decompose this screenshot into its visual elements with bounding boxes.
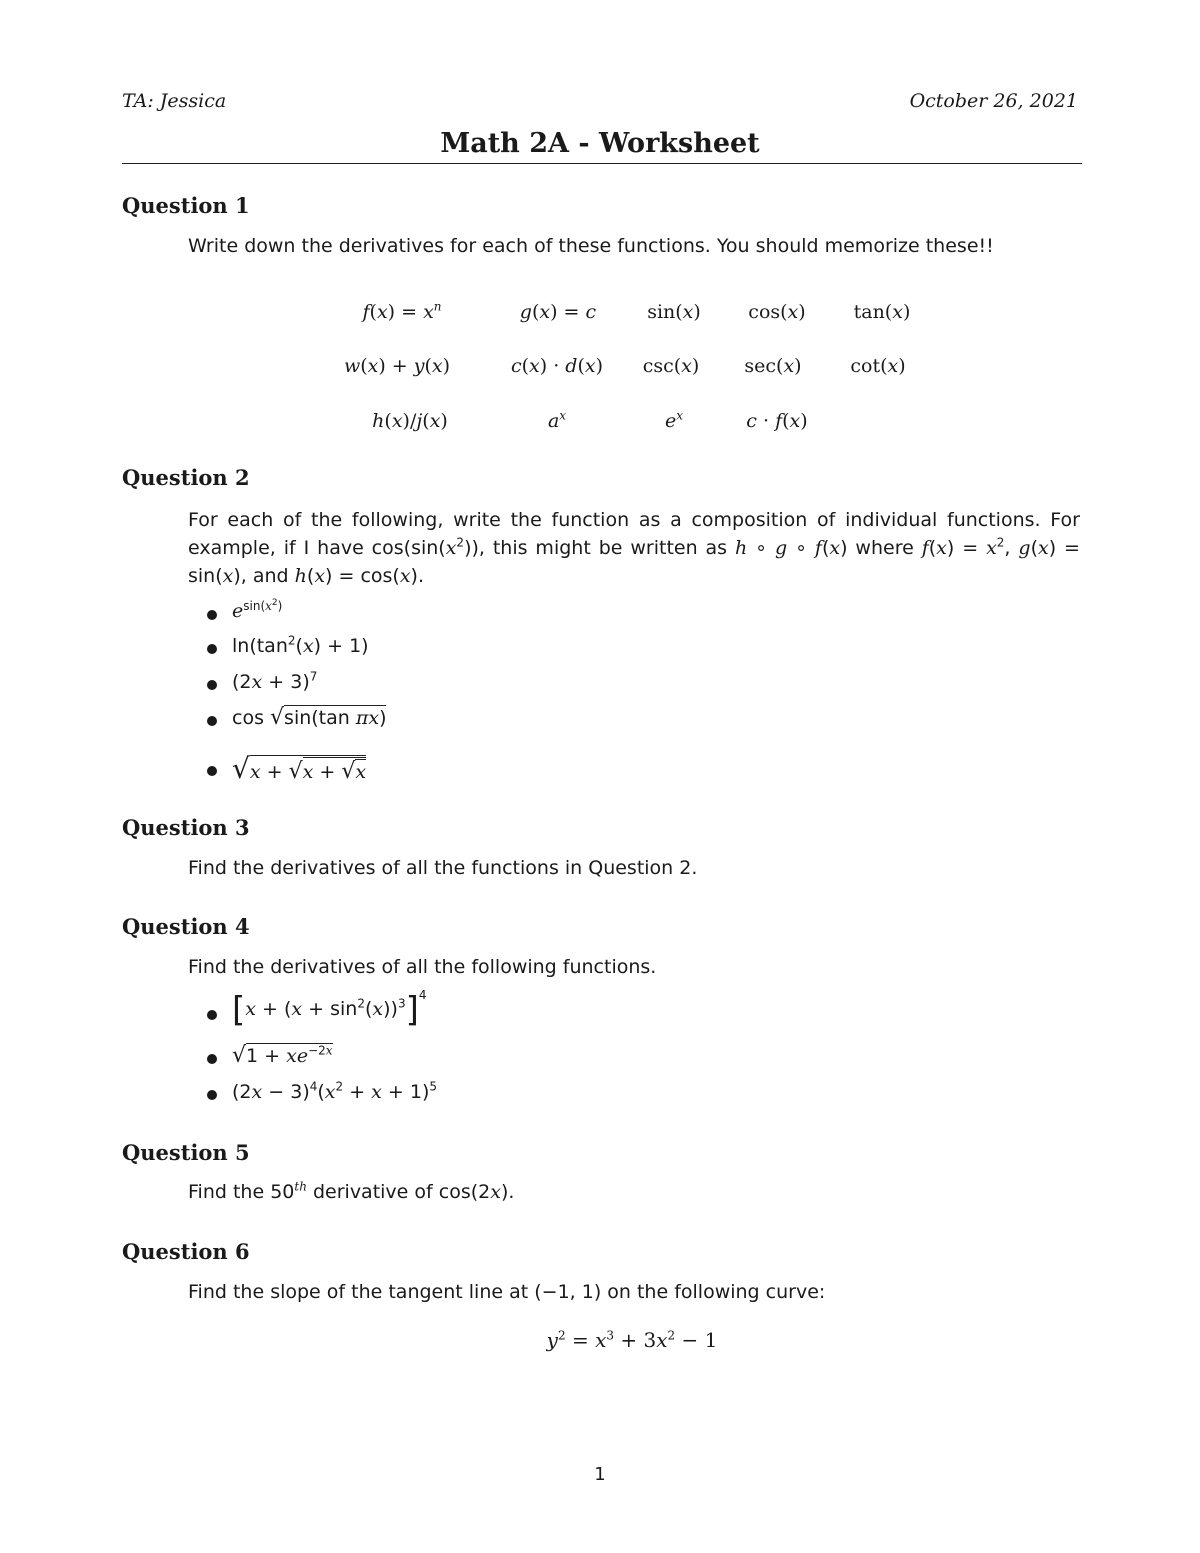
worksheet-date: October 26, 2021 xyxy=(909,90,1078,112)
bullet xyxy=(207,1054,217,1064)
q1-table-cell: $f(x) = x^n$ xyxy=(362,299,442,323)
question-1-heading: Question 1 xyxy=(122,193,250,218)
q1-table-cell: $a^x$ xyxy=(547,408,567,432)
bullet xyxy=(207,766,217,776)
question-2-heading: Question 2 xyxy=(122,465,250,490)
q1-table-cell: sin(x) xyxy=(647,301,701,323)
question-4-heading: Question 4 xyxy=(122,914,250,939)
question-5-heading: Question 5 xyxy=(122,1140,250,1165)
q1-table-cell: sec(x) xyxy=(744,355,802,377)
q1-table-cell: $e^x$ xyxy=(664,408,684,432)
q1-table-cell: cot(x) xyxy=(850,355,906,377)
list-item: $e^{sin(x^2)}$ xyxy=(232,597,283,622)
list-item: $(2x - 3)^4(x^2 + x + 1)^5$ xyxy=(232,1079,438,1103)
bullet xyxy=(207,716,217,726)
question-6-equation: $y^2 = x^3 + 3x^2 - 1$ xyxy=(546,1328,718,1352)
question-1-text: Write down the derivatives for each of these functions. You should memorize these!! xyxy=(188,235,994,257)
page-title: Math 2A - Worksheet xyxy=(440,128,760,159)
bullet xyxy=(207,610,217,620)
question-6-heading: Question 6 xyxy=(122,1239,250,1264)
q1-table-cell: csc(x) xyxy=(642,355,700,377)
question-6-text: Find the slope of the tangent line at (−1, 1) on the following curve: xyxy=(188,1281,826,1303)
q1-table-cell: cos(x) xyxy=(748,301,806,323)
list-item: $\ln(\tan^2(x) + 1)$ xyxy=(232,633,369,657)
q1-table-cell: c · f(x) xyxy=(746,410,808,432)
q1-table-cell: tan(x) xyxy=(853,301,911,323)
ta-name: TA: Jessica xyxy=(122,90,227,112)
q1-table-cell: w(x) + y(x) xyxy=(343,355,451,377)
list-item: cos √sin(tan πx) xyxy=(232,705,387,730)
bullet xyxy=(207,680,217,690)
bullet xyxy=(207,1090,217,1100)
bullet xyxy=(207,644,217,654)
question-5-text: Find the 50th derivative of cos(2x). xyxy=(188,1179,515,1203)
question-3-heading: Question 3 xyxy=(122,815,250,840)
list-item: $√1 + xe^{-2x}$ xyxy=(232,1043,333,1068)
bullet xyxy=(207,1010,217,1020)
list-item: √x + √x + √x xyxy=(232,752,367,785)
question-2-text: For each of the following, write the function as a composition of individual functions. For example, if I have $\cos(\sin(x^2))$, this might be written as h ∘ g ∘ f(x) where $f(x) = x^2$, g(x) = sin(x), and h(x) = cos(x). xyxy=(188,509,1080,587)
page-number: 1 xyxy=(594,1464,606,1485)
list-item: $[x + (x + \sin^2(x))^3]^4$ xyxy=(232,988,427,1030)
q1-table-cell: h(x)/j(x) xyxy=(372,410,448,432)
question-4-text: Find the derivatives of all the following functions. xyxy=(188,956,657,978)
list-item: $(2x + 3)^7$ xyxy=(232,669,318,693)
question-3-text: Find the derivatives of all the functions in Question 2. xyxy=(188,857,698,879)
q1-table-cell: c(x) · d(x) xyxy=(510,355,604,377)
title-rule xyxy=(122,163,1082,164)
q1-table-cell: g(x) = c xyxy=(519,301,597,323)
